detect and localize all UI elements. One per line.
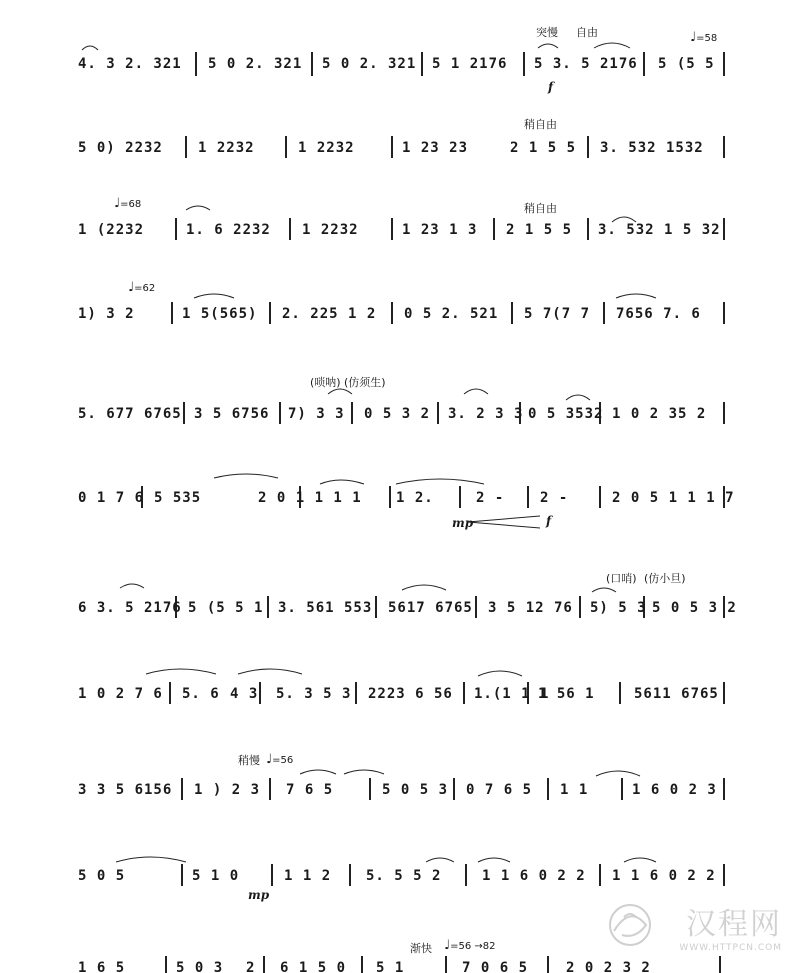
notation-row [0,216,800,256]
measure: 7 6 5 [286,782,334,798]
measure: 2 0 1 1 1 1 [258,490,362,506]
measure: 5 1 [376,960,405,973]
measure: 5 0 2. 321 [322,56,417,72]
measure: 2 - [476,490,505,506]
dynamic-mezzo-piano-2: mp [248,888,270,902]
notation-row [0,400,800,440]
measure: 0 5 3532 [528,406,604,422]
measure: 3 3 5 6156 [78,782,173,798]
measure: 5) 5 3 [590,600,647,616]
annotation-mouth-suona: (口哨) [606,572,637,585]
measure: 5. 677 6765 [78,406,182,422]
annotation-free: 自由 [576,26,598,39]
measure: 3 5 12 76 [488,600,573,616]
measure: 1 2232 [198,140,255,156]
watermark-url: WWW.HTTPCN.COM [679,943,782,953]
measure: 1 (2232 [78,222,145,238]
measure: 1 1 6 0 2 2 [482,868,586,884]
measure: 5 (5 5 1 [188,600,264,616]
measure: 1 1 [560,782,589,798]
measure: 5 0) 2232 [78,140,163,156]
measure: 6 3. 5 2176 [78,600,182,616]
measure: 1 1 6 0 2 2 [612,868,716,884]
measure: 5611 6765 [634,686,719,702]
dynamic-forte-1: f [548,80,554,94]
measure: 0 1 7 6 [78,490,145,506]
measure: 2 0 2 3 2 [566,960,651,973]
annotation-suona: (唢呐) [310,376,341,389]
measure: 1 2232 [302,222,359,238]
measure: 1 6 5 [78,960,126,973]
measure: 0 5 3 2 [364,406,431,422]
measure: 1.(1 1 1 [474,686,550,702]
measure: 3 5 6756 [194,406,270,422]
site-watermark [679,899,782,953]
measure: 7) 3 3 [288,406,345,422]
measure: 1) 3 2 [78,306,135,322]
tempo-marking-3: ♩=62 [128,280,156,295]
measure: 2. 225 1 2 [282,306,377,322]
measure: 5 7(7 7 [524,306,591,322]
dynamic-forte-2: f [546,514,552,528]
dragon-logo-icon [600,895,660,955]
notation-row [0,484,800,524]
measure: 2 1 5 5 [510,140,577,156]
measure: 2 0 5 1 1 1 7 [612,490,735,506]
notation-row [0,134,800,174]
measure: 5617 6765 [388,600,473,616]
annotation-slightly-free-1: 稍自由 [524,118,557,131]
measure: 5 0 3 [176,960,224,973]
notation-row [0,776,800,816]
measure: 7656 7. 6 [616,306,701,322]
measure: 1 23 1 3 [402,222,478,238]
measure: 2 - [540,490,569,506]
measure: 1 0 2 7 6 [78,686,163,702]
measure: 1 6 0 2 3 [632,782,717,798]
measure: 3. 561 553 [278,600,373,616]
measure: 2 1 5 5 [506,222,573,238]
measure: 4. 3 2. 321 [78,56,182,72]
measure: 5 0 5 3 [382,782,449,798]
measure: 5 1 0 [192,868,240,884]
measure: 2223 6 56 [368,686,453,702]
notation-row [0,680,800,720]
measure: 0 7 6 5 [466,782,533,798]
measure: 3. 2 3 3 [448,406,524,422]
measure: 5. 6 [182,686,220,702]
tempo-marking-2: ♩=68 [114,196,142,211]
measure: 4 3 [230,686,259,702]
measure: 1 ) 2 3 [194,782,261,798]
measure: 5 0 5 3 2 [652,600,737,616]
tempo-marking-4: ♩=56 [266,752,294,767]
watermark-brand: 汉程网 [686,907,782,942]
notation-row [0,50,800,90]
measure: 5 1 2176 [432,56,508,72]
notation-row [0,300,800,340]
annotation-slightly-slow: 稍慢 [238,754,260,767]
tempo-marking-1: ♩=58 [690,30,718,45]
annotation-slightly-free-2: 稍自由 [524,202,557,215]
measure: 1 23 23 [402,140,469,156]
measure: 5 (5 5 [658,56,715,72]
measure: 1. 6 2232 [186,222,271,238]
notation-row [0,594,800,634]
measure: 5. 5 5 2 [366,868,442,884]
measure: 3. 532 1 5 32 [598,222,721,238]
annotation-gradually-fast: 渐快 [410,942,432,955]
measure: 1 2232 [298,140,355,156]
measure: 1 2. [396,490,434,506]
annotation-imitate-xusheng: (仿须生) [344,376,386,389]
measure: 5 0 2. 321 [208,56,303,72]
dynamic-mezzo-piano-1: mp [452,516,474,530]
measure: 1 56 1 [538,686,595,702]
measure: 1 0 2 35 2 [612,406,707,422]
measure: 2 [246,960,256,973]
measure: 6 1 5 0 [280,960,347,973]
measure: 5 3. 5 2176 [534,56,638,72]
notation-row [0,954,800,973]
annotation-imitate-xiaodan: (仿小旦) [644,572,686,585]
measure: 5 0 5 [78,868,126,884]
notation-row [0,862,800,902]
measure: 5. 3 5 3 [276,686,352,702]
measure: 7 0 6 5 [462,960,529,973]
measure: 3. 532 1532 [600,140,704,156]
measure: 0 5 2. 521 [404,306,499,322]
measure: 5 535 [154,490,202,506]
tempo-marking-5: ♩=56 →82 [444,938,496,953]
annotation-sudden-slow: 突慢 [536,26,558,39]
measure: 1 5(565) [182,306,258,322]
measure: 1 1 2 [284,868,332,884]
